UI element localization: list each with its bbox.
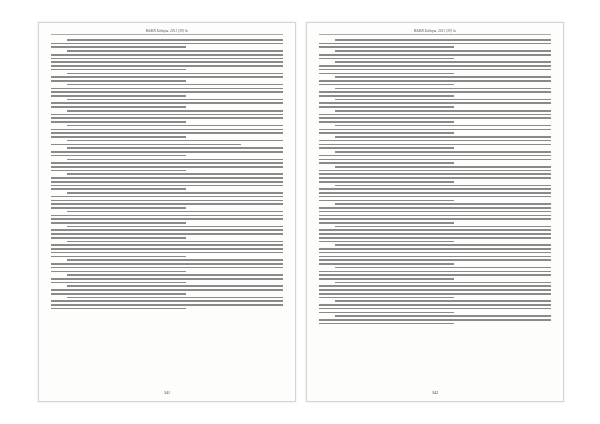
paragraph bbox=[319, 50, 551, 59]
paragraph bbox=[319, 226, 551, 243]
paragraph bbox=[51, 125, 283, 138]
paragraph bbox=[319, 315, 551, 324]
paragraph bbox=[319, 300, 551, 313]
paragraph bbox=[51, 226, 283, 239]
paragraph bbox=[51, 84, 283, 97]
paragraph bbox=[319, 244, 551, 264]
paragraph bbox=[319, 76, 551, 85]
left-body-text bbox=[51, 39, 283, 383]
right-body-text bbox=[319, 39, 551, 383]
paragraph bbox=[51, 99, 283, 108]
paragraph bbox=[51, 50, 283, 70]
paragraph bbox=[51, 173, 283, 190]
paragraph bbox=[319, 185, 551, 202]
paragraph bbox=[51, 241, 283, 258]
paragraph bbox=[319, 151, 551, 164]
right-page-number: 342 bbox=[432, 390, 438, 395]
paragraph bbox=[319, 61, 551, 74]
paragraph bbox=[319, 99, 551, 108]
paragraph bbox=[51, 259, 283, 272]
paragraph bbox=[51, 192, 283, 209]
left-page bbox=[38, 22, 296, 402]
left-page-number: 341 bbox=[164, 390, 170, 395]
paragraph bbox=[51, 159, 283, 172]
paragraph bbox=[319, 166, 551, 183]
paragraph bbox=[319, 39, 551, 48]
right-page bbox=[306, 22, 564, 402]
paragraph bbox=[51, 297, 283, 310]
left-running-head: ВАЖВ Хабары. 2011 (39) № bbox=[51, 29, 283, 35]
paragraph bbox=[51, 147, 283, 156]
paragraph bbox=[51, 39, 283, 48]
paragraph bbox=[319, 125, 551, 134]
paragraph bbox=[51, 73, 283, 82]
paragraph bbox=[319, 282, 551, 299]
paragraph bbox=[51, 285, 283, 294]
paragraph bbox=[51, 140, 283, 145]
paragraph bbox=[319, 88, 551, 97]
paragraph bbox=[319, 267, 551, 280]
paragraph bbox=[319, 110, 551, 123]
paragraph bbox=[319, 203, 551, 223]
paragraph bbox=[51, 110, 283, 123]
paragraph bbox=[51, 274, 283, 283]
right-running-head: ВАЖВ Хабары. 2011 (39) № bbox=[319, 29, 551, 35]
paragraph bbox=[51, 211, 283, 224]
paragraph bbox=[319, 136, 551, 149]
